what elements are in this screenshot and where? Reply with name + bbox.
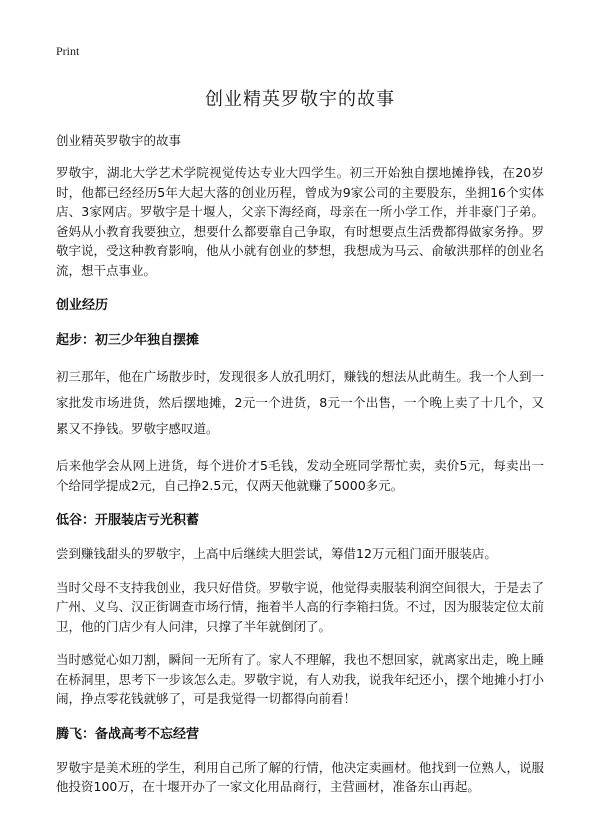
stage3-heading: 腾飞：备战高考不忘经营 [56, 726, 200, 742]
stage2-paragraph-2: 当时父母不支持我创业，我只好借贷。罗敬宇说，他觉得卖服装利润空间很大，于是去了广州、义乌、汉正街调查市场行情，拖着半人高的行李箱扫货。不过，因为服装定位太前卫，他的门店少有人问津，只撑了半年就倒闭了。 [56, 579, 544, 634]
page-title: 创业精英罗敬宇的故事 [205, 89, 395, 110]
print-link[interactable]: Print [56, 44, 80, 58]
article-subtitle: 创业精英罗敬宇的故事 [56, 133, 182, 148]
stage2-paragraph-3: 当时感觉心如刀割，瞬间一无所有了。家人不理解，我也不想回家，就离家出走，晚上睡在桥洞里，思考下一步该怎么走。罗敬宇说，有人劝我，说我年纪还小，摆个地摊小打小闹，挣点零花钱就够了，可是我觉得一切都得向前看！ [56, 652, 544, 706]
stage1-paragraph-1: 初三那年，他在广场散步时，发现很多人放孔明灯，赚钱的想法从此萌生。我一个人到一家批发市场进货，然后摆地摊，2元一个进货，8元一个出售，一个晚上卖了十几个，又累又不挣钱。罗敬宇感叹道。 [56, 369, 544, 436]
stage2-heading: 低谷：开服装店亏光积蓄 [56, 513, 200, 528]
stage3-paragraph-1: 罗敬宇是美术班的学生，利用自己所了解的行情，他决定卖画材。他找到一位熟人，说服他投资100万，在十堰开办了一家文化用品商行，主营画材，准备东山再起。 [56, 759, 544, 794]
stage1-paragraph-2: 后来他学会从网上进货，每个进价才5毛钱，发动全班同学帮忙卖，卖价5元，每卖出一个给同学提成2元，自己挣2.5元，仅两天他就赚了5000多元。 [56, 458, 544, 493]
stage2-paragraph-1: 尝到赚钱甜头的罗敬宇，上高中后继续大胆尝试，筹借12万元租门面开服装店。 [56, 546, 497, 561]
stage1-heading: 起步：初三少年独自摆摊 [56, 333, 200, 348]
intro-paragraph: 罗敬宇，湖北大学艺术学院视觉传达专业大四学生。初三开始独自摆地摊挣钱，在20岁时，他都已经经历5年大起大落的创业历程，曾成为9家公司的主要股东，坐拥16个实体店、3家网店。罗敬宇是十堰人，父亲下海经商，母亲在一所小学工作，并非豪门子弟。爸妈从小教育我要独立，想要什么都要靠自己争取，有时想要点生活费都得做家务挣。罗敬宇说，受这种教育影响，他从小就有创业的梦想，我想成为马云、俞敏洪那样的创业名流，想干点事业。 [56, 165, 544, 278]
section-heading: 创业经历 [56, 298, 109, 313]
